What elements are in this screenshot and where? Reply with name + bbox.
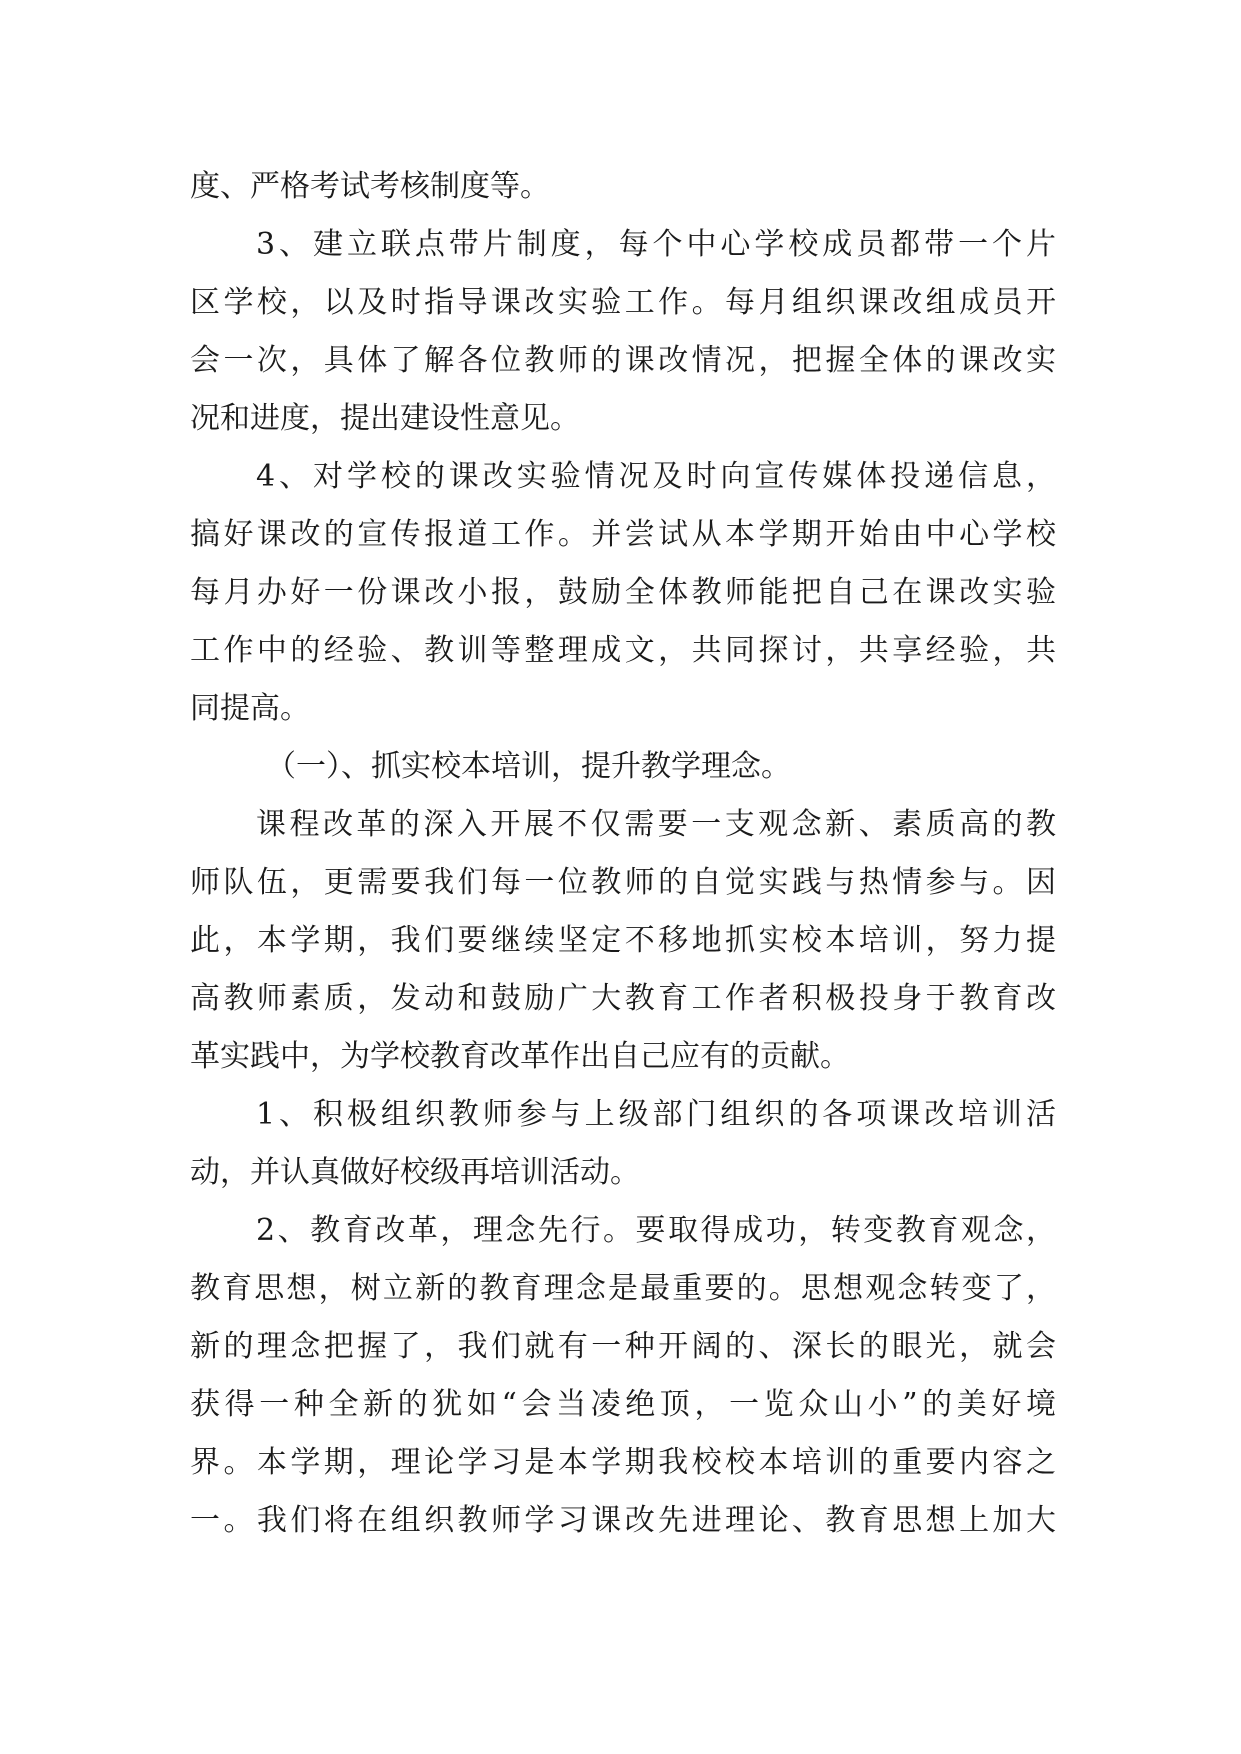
text-line: 动，并认真做好校级再培训活动。 <box>190 1155 640 1190</box>
text-line: 2、教育改革，理念先行。要取得成功，转变教育观念， <box>256 1213 1056 1248</box>
text-line: 课程改革的深入开展不仅需要一支观念新、素质高的教 <box>256 807 1056 842</box>
text-line: 革实践中，为学校教育改革作出自己应有的贡献。 <box>190 1039 850 1074</box>
text-line: 工作中的经验、教训等整理成文，共同探讨，共享经验，共 <box>190 633 1056 668</box>
text-line: 每月办好一份课改小报，鼓励全体教师能把自己在课改实验 <box>190 575 1056 610</box>
text-line: 4、对学校的课改实验情况及时向宣传媒体投递信息， <box>256 459 1056 494</box>
text-line: 一。我们将在组织教师学习课改先进理论、教育思想上加大 <box>190 1503 1056 1538</box>
text-line: 同提高。 <box>190 691 310 726</box>
text-line: 高教师素质，发动和鼓励广大教育工作者积极投身于教育改 <box>190 981 1056 1016</box>
text-line: 新的理念把握了，我们就有一种开阔的、深长的眼光，就会 <box>190 1329 1056 1364</box>
text-line: 获得一种全新的犹如“会当凌绝顶，一览众山小”的美好境 <box>190 1387 1056 1422</box>
text-line: 此，本学期，我们要继续坚定不移地抓实校本培训，努力提 <box>190 923 1056 958</box>
text-line: 度、严格考试考核制度等。 <box>190 169 550 204</box>
section-heading: （一）、抓实校本培训，提升教学理念。 <box>266 749 791 784</box>
text-line: 界。本学期，理论学习是本学期我校校本培训的重要内容之 <box>190 1445 1056 1480</box>
document-body <box>190 158 1056 1550</box>
text-line: 会一次，具体了解各位教师的课改情况，把握全体的课改实 <box>190 343 1056 378</box>
text-line: 区学校，以及时指导课改实验工作。每月组织课改组成员开 <box>190 285 1056 320</box>
text-line: 教育思想，树立新的教育理念是最重要的。思想观念转变了， <box>190 1271 1056 1306</box>
text-line: 师队伍，更需要我们每一位教师的自觉实践与热情参与。因 <box>190 865 1056 900</box>
text-line: 况和进度，提出建设性意见。 <box>190 401 580 436</box>
text-line: 3、建立联点带片制度，每个中心学校成员都带一个片 <box>256 227 1056 262</box>
text-line: 1、积极组织教师参与上级部门组织的各项课改培训活 <box>256 1097 1056 1132</box>
text-line: 搞好课改的宣传报道工作。并尝试从本学期开始由中心学校 <box>190 517 1056 552</box>
